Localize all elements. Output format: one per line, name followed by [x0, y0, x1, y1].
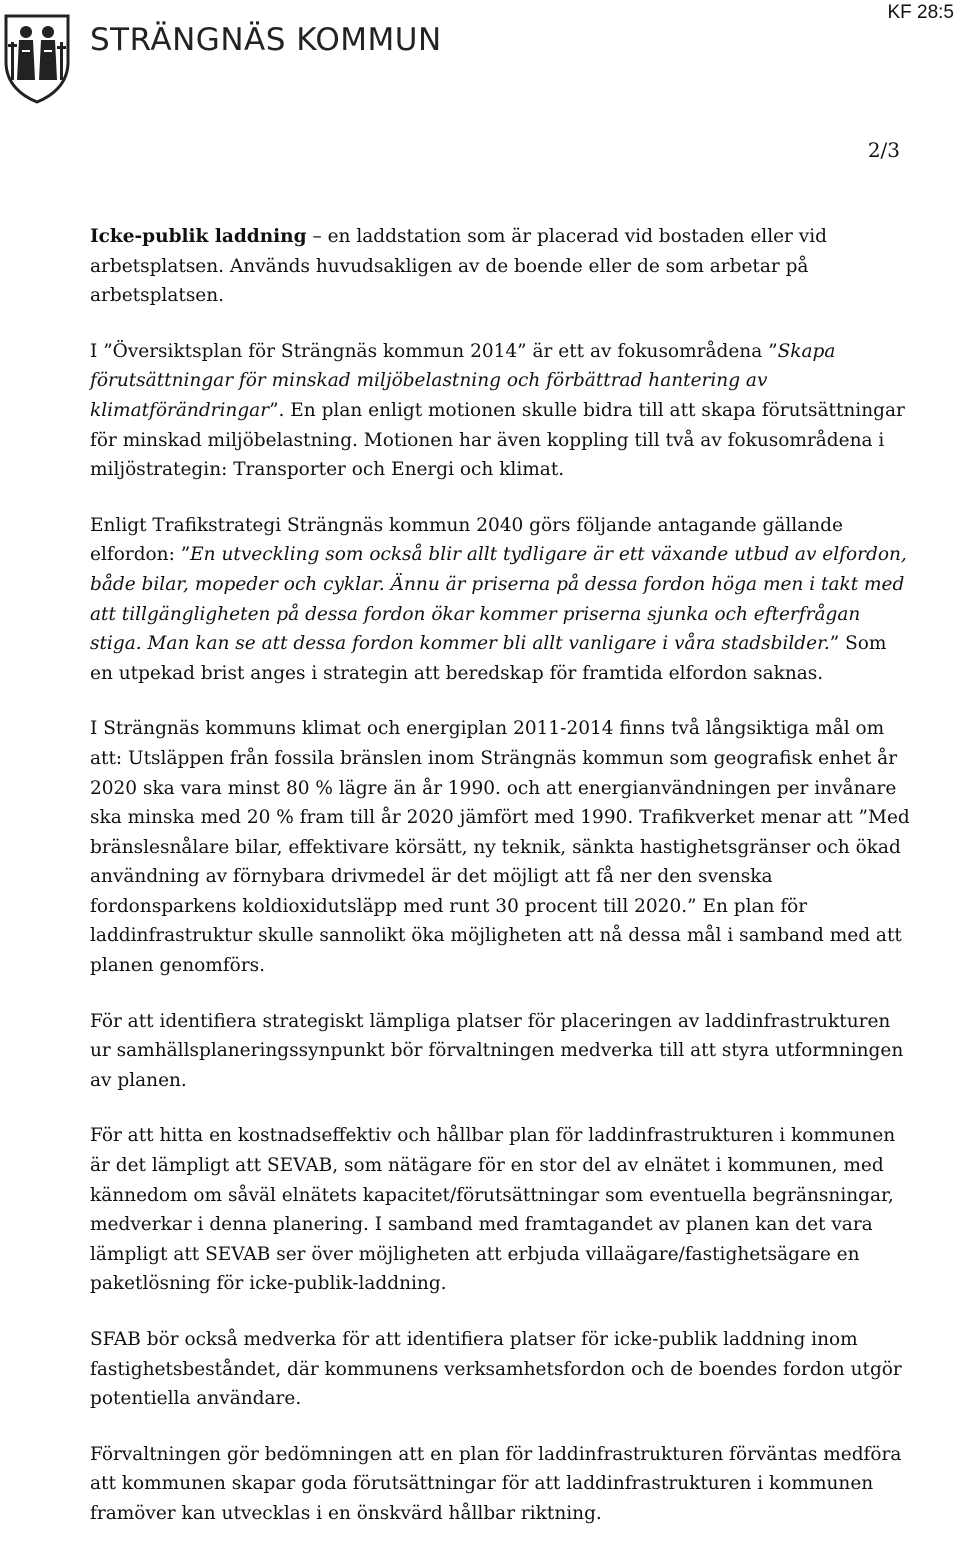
- text-run: I ”Översiktsplan för Strängnäs kommun 2014” är ett av fokusområdena ”: [90, 340, 778, 362]
- document-reference: KF 28:5: [887, 2, 954, 23]
- paragraph-oversiktsplan: [90, 337, 910, 485]
- paragraph-definition: [90, 222, 910, 311]
- text-run: ”. En plan enligt motionen skulle bidra till att skapa förutsättningar för minskad miljöbelastning. Motionen har även koppling till två av fokusområdena i miljöstrategin: Transporter och Energi och klimat.: [90, 399, 905, 481]
- paragraph-klimatplan: I Strängnäs kommuns klimat och energiplan 2011-2014 finns två långsiktiga mål om att: Utsläppen från fossila bränslen inom Strängnäs kommun som geografisk enhet år 2020 ska vara minst 80 % lägre än år 1990. och att energianvändningen per invånare ska minska med 20 % fram till år 2020 jämfört med 1990. Trafikverket menar att ”Med bränslesnålare bilar, effektivare körsätt, ny teknik, sänkta hastighetsgränser och ökad användning av förnybara drivmedel är det möjligt att få ner den svenska fordonsparkens koldioxidutsläpp med runt 30 procent till 2020.” En plan för laddinfrastruktur skulle sannolikt öka möjligheten att nå dessa mål i samband med att planen genomförs.: [90, 718, 910, 977]
- text-run: ” Som en utpekad brist anges i strategin att beredskap för framtida elfordon saknas.: [90, 633, 887, 684]
- quoted-focus-area: Skapa förutsättningar för minskad miljöbelastning och förbättrad hantering av klimatförändringar: [90, 340, 836, 421]
- paragraph-trafikstrategi: [90, 511, 910, 689]
- paragraph-conclusion: Förvaltningen gör bedömningen att en plan för laddinfrastrukturen förväntas medföra att kommunen skapar goda förutsättningar för att laddinfrastrukturen i kommunen framöver kan utvecklas i en önskvärd hållbar riktning.: [90, 1443, 902, 1524]
- page-number: 2/3: [867, 138, 900, 162]
- paragraph-planning: För att identifiera strategiskt lämpliga platser för placeringen av laddinfrastrukturen ur samhällsplaneringssynpunkt bör förvaltningen medverka till att styra utformningen av planen.: [90, 1010, 904, 1091]
- coat-of-arms-icon: [2, 10, 72, 105]
- paragraph-sfab: SFAB bör också medverka för att identifiera platser för icke-publik laddning inom fastighetsbeståndet, där kommunens verksamhetsfordon och de boendes fordon utgör potentiella användare.: [90, 1329, 902, 1410]
- quoted-strategy: En utveckling som också blir allt tydligare är ett växande utbud av elfordon, både bilar, mopeder och cyklar. Ännu är priserna på dessa fordon höga men i takt med att tillgängligheten på dessa fordon ökar kommer priserna sjunka och efterfrågan stiga. Man kan se att dessa fordon kommer bli allt vanligare i våra stadsbilder.: [90, 544, 907, 655]
- text-run: Enligt Trafikstrategi Strängnäs kommun 2040 görs följande antagande gällande elfordon: ”: [90, 514, 843, 566]
- defined-term: Icke-publik laddning: [90, 226, 307, 247]
- municipality-name: STRÄNGNÄS KOMMUN: [90, 22, 442, 58]
- paragraph-sevab: För att hitta en kostnadseffektiv och hållbar plan för laddinfrastrukturen i kommunen är det lämpligt att SEVAB, som nätägare för en stor del av elnätet i kommunen, med kännedom om såväl elnätets kapacitet/förutsättningar som eventuella begränsningar, medverkar i denna planering. I samband med framtagandet av planen kan det vara lämpligt att SEVAB ser över möjligheten att erbjuda villaägare/fastighetsägare en paketlösning för icke-publik-laddning.: [90, 1125, 896, 1295]
- document-body: [90, 222, 910, 1555]
- definition-text: – en laddstation som är placerad vid bostaden eller vid arbetsplatsen. Används huvudsakligen av de boende eller de som arbetar på arbetsplatsen.: [90, 226, 827, 307]
